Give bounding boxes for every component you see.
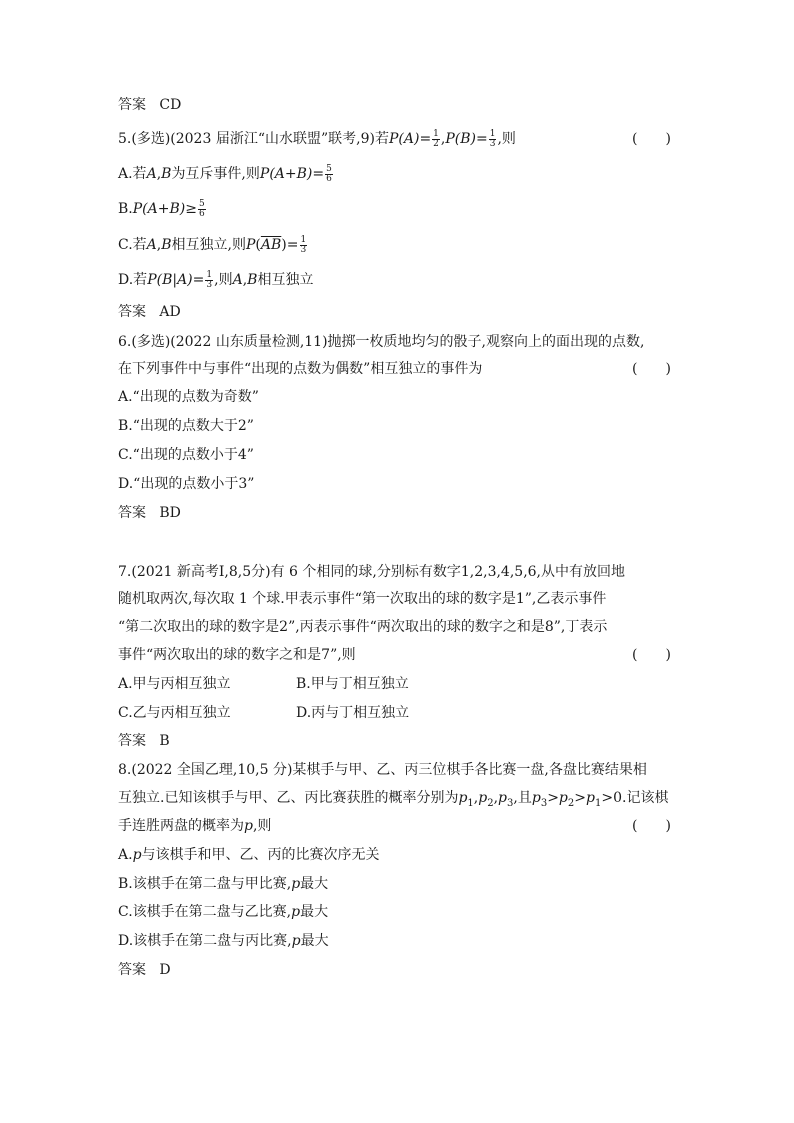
opt-text: 为互斥事件,则 [171, 166, 260, 182]
math-p: P [147, 272, 157, 288]
math-p: P [259, 166, 270, 182]
num: 1 [489, 128, 496, 139]
den: 3 [489, 138, 496, 149]
q7-stem-line2: 随机取两次,每次取 1 个球.甲表示事件“第一次取出的球的数字是1”,乙表示事件 [118, 591, 607, 607]
q8-stem-line3 [118, 816, 271, 836]
q7-option-b: B.甲与丁相互独立 [296, 676, 409, 692]
q5-answer [118, 302, 181, 322]
answer-label: 答案 [118, 962, 146, 978]
comma: , [493, 790, 499, 806]
num: 1 [206, 269, 213, 280]
opt-text: C.若 [118, 237, 147, 253]
eq: = [286, 237, 299, 253]
math-p: P [246, 237, 256, 253]
q7-answer [118, 731, 170, 751]
stem-text: ,则 [252, 818, 272, 834]
q5-option-b [118, 199, 207, 219]
opt-text: D.若 [118, 272, 148, 288]
q7-answer-parens: ( ) [632, 647, 671, 663]
opt-text: 相互独立 [257, 272, 314, 288]
stem-text: .记该棋 [622, 790, 669, 806]
num: 1 [300, 234, 307, 245]
comma: , [156, 237, 162, 253]
q5-option-d [118, 270, 313, 290]
math-a: A [232, 272, 243, 288]
den: 3 [206, 279, 213, 290]
fraction-half [432, 130, 440, 149]
opt-text: 最大 [300, 904, 329, 920]
q8-stem-line2 [118, 788, 668, 814]
comma: , [473, 790, 479, 806]
num: 5 [326, 163, 332, 174]
answer-value: D [159, 962, 171, 978]
math-b: B [161, 237, 172, 253]
answer-value: BD [159, 505, 181, 521]
math-b: B [161, 166, 172, 182]
answer-label: 答案 [118, 733, 146, 749]
opt-text: 最大 [300, 933, 329, 949]
math-p: p [291, 876, 301, 892]
math-p: p [558, 790, 568, 806]
math-p: p [291, 904, 301, 920]
comma: , [156, 166, 162, 182]
opt-text: 与该棋手和甲、乙、丙的比赛次序无关 [141, 847, 380, 863]
q5-option-a [118, 164, 334, 184]
eq: = [312, 166, 325, 182]
den: 2 [433, 138, 439, 149]
q6-option-b: B.“出现的点数大于2” [118, 418, 254, 434]
q8-option-d [118, 931, 329, 951]
gt: > [574, 790, 586, 806]
math-p: p [244, 818, 253, 834]
math-pa: P(A) [388, 131, 420, 147]
den: 6 [198, 208, 205, 219]
math-ab-complement: $\overline{AB}$ [260, 237, 282, 253]
answer-value: CD [159, 97, 182, 113]
math-p: P [132, 201, 143, 217]
fraction-third [205, 271, 213, 290]
q8-stem-line1: 8.(2022 全国乙理,10,5 分)某棋手与甲、乙、丙三位棋手各比赛一盘,各盘比赛结果相 [118, 762, 647, 778]
q6-option-a: A.“出现的点数为奇数” [118, 389, 259, 405]
stem-text: 手连胜两盘的概率为 [118, 818, 244, 834]
fraction-third [489, 130, 497, 149]
q8-option-c [118, 902, 328, 922]
q6-answer [118, 503, 181, 523]
q7-option-d: D.丙与丁相互独立 [296, 705, 410, 721]
opt-text: A.若 [118, 166, 147, 182]
fraction-five-sixths [198, 200, 206, 219]
q5-option-c: C.若A,B相互独立,则$P(\overline{AB})=$ $\frac{1}{3}$ [118, 234, 307, 255]
opt-text: B.该棋手在第二盘与甲比赛, [118, 876, 292, 892]
q6-option-d: D.“出现的点数小于3” [118, 476, 255, 492]
q7-option-a: A.甲与丙相互独立 [118, 676, 231, 692]
answer-value: AD [159, 304, 181, 320]
fraction-five-sixths [325, 165, 333, 184]
math-p: p [478, 790, 488, 806]
gt: > [547, 790, 559, 806]
answer-value: B [159, 733, 170, 749]
comma: , [440, 131, 446, 147]
opt-text: D.该棋手在第二盘与丙比赛, [118, 933, 292, 949]
den: 6 [326, 173, 332, 184]
stem-text: 互独立.已知该棋手与甲、乙、丙比赛获胜的概率分别为 [118, 790, 459, 806]
fraction-third [300, 236, 308, 255]
sub-2: 2 [487, 797, 494, 809]
sub-3: 3 [540, 797, 548, 809]
answer-label: 答案 [118, 304, 146, 320]
math-p: p [498, 790, 508, 806]
gt: > [601, 790, 614, 806]
q6-option-c: C.“出现的点数小于4” [118, 447, 254, 463]
eq: = [192, 272, 205, 288]
opt-text: 最大 [300, 876, 329, 892]
math-p: p [132, 847, 142, 863]
q8-option-b [118, 874, 328, 894]
opt-text: ,则 [214, 272, 233, 288]
opt-text: B. [118, 201, 133, 217]
math-a: A [146, 166, 157, 182]
math-a: A [146, 237, 157, 253]
q4-answer [118, 95, 181, 115]
q5-stem-text: 5.(多选)(2023 届浙江“山水联盟”联考,9)若 [118, 131, 389, 147]
math-expr: (A+B) [142, 201, 186, 217]
q5-answer-parens: ( ) [632, 131, 671, 147]
den: 3 [300, 244, 307, 255]
sub-1: 1 [467, 797, 474, 809]
ge: ≥ [185, 201, 197, 217]
num: 1 [433, 128, 439, 139]
math-p: p [291, 933, 301, 949]
q8-option-a [118, 845, 380, 865]
math-pb: P(B) [445, 131, 476, 147]
zero: 0 [613, 790, 622, 806]
math-p: p [458, 790, 468, 806]
q7-stem-line4: 事件“两次取出的球的数字之和是7”,则 [118, 647, 356, 663]
math-b: B [247, 272, 258, 288]
q6-stem-line1: 6.(多选)(2022 山东质量检测,11)抛掷一枚质地均匀的骰子,观察向上的面出现的点数, [118, 334, 645, 350]
stem-text: ,且 [513, 790, 532, 806]
opt-text: 相互独立,则 [171, 237, 246, 253]
math-p: p [586, 790, 595, 806]
opt-text: C.该棋手在第二盘与乙比赛, [118, 904, 292, 920]
q6-answer-parens: ( ) [632, 361, 671, 377]
q7-option-c: C.乙与丙相互独立 [118, 705, 231, 721]
math-expr: (A+B) [269, 166, 313, 182]
math-expr: (B|A) [156, 272, 193, 288]
sub-3: 3 [507, 797, 514, 809]
num: 5 [198, 198, 205, 209]
q7-stem-line3: “第二次取出的球的数字是2”,丙表示事件“两次取出的球的数字之和是8”,丁表示 [118, 619, 608, 635]
eq: = [476, 131, 488, 147]
opt-text: A. [118, 847, 133, 863]
answer-label: 答案 [118, 97, 146, 113]
eq: = [419, 131, 432, 147]
q7-stem-line1: 7.(2021 新高考Ⅰ,8,5分)有 6 个相同的球,分别标有数字1,2,3,4,5,6,从中有放回地 [118, 564, 626, 580]
q8-answer-parens: ( ) [632, 818, 671, 834]
answer-label: 答案 [118, 505, 146, 521]
q6-stem-line2: 在下列事件中与事件“出现的点数为偶数”相互独立的事件为 [118, 361, 483, 377]
math-p: p [531, 790, 541, 806]
q5-stem [118, 129, 516, 149]
sub-2: 2 [567, 797, 575, 809]
comma: , [242, 272, 248, 288]
q8-answer [118, 960, 171, 980]
sub-1: 1 [594, 797, 602, 809]
q5-stem-suffix: ,则 [497, 131, 516, 147]
